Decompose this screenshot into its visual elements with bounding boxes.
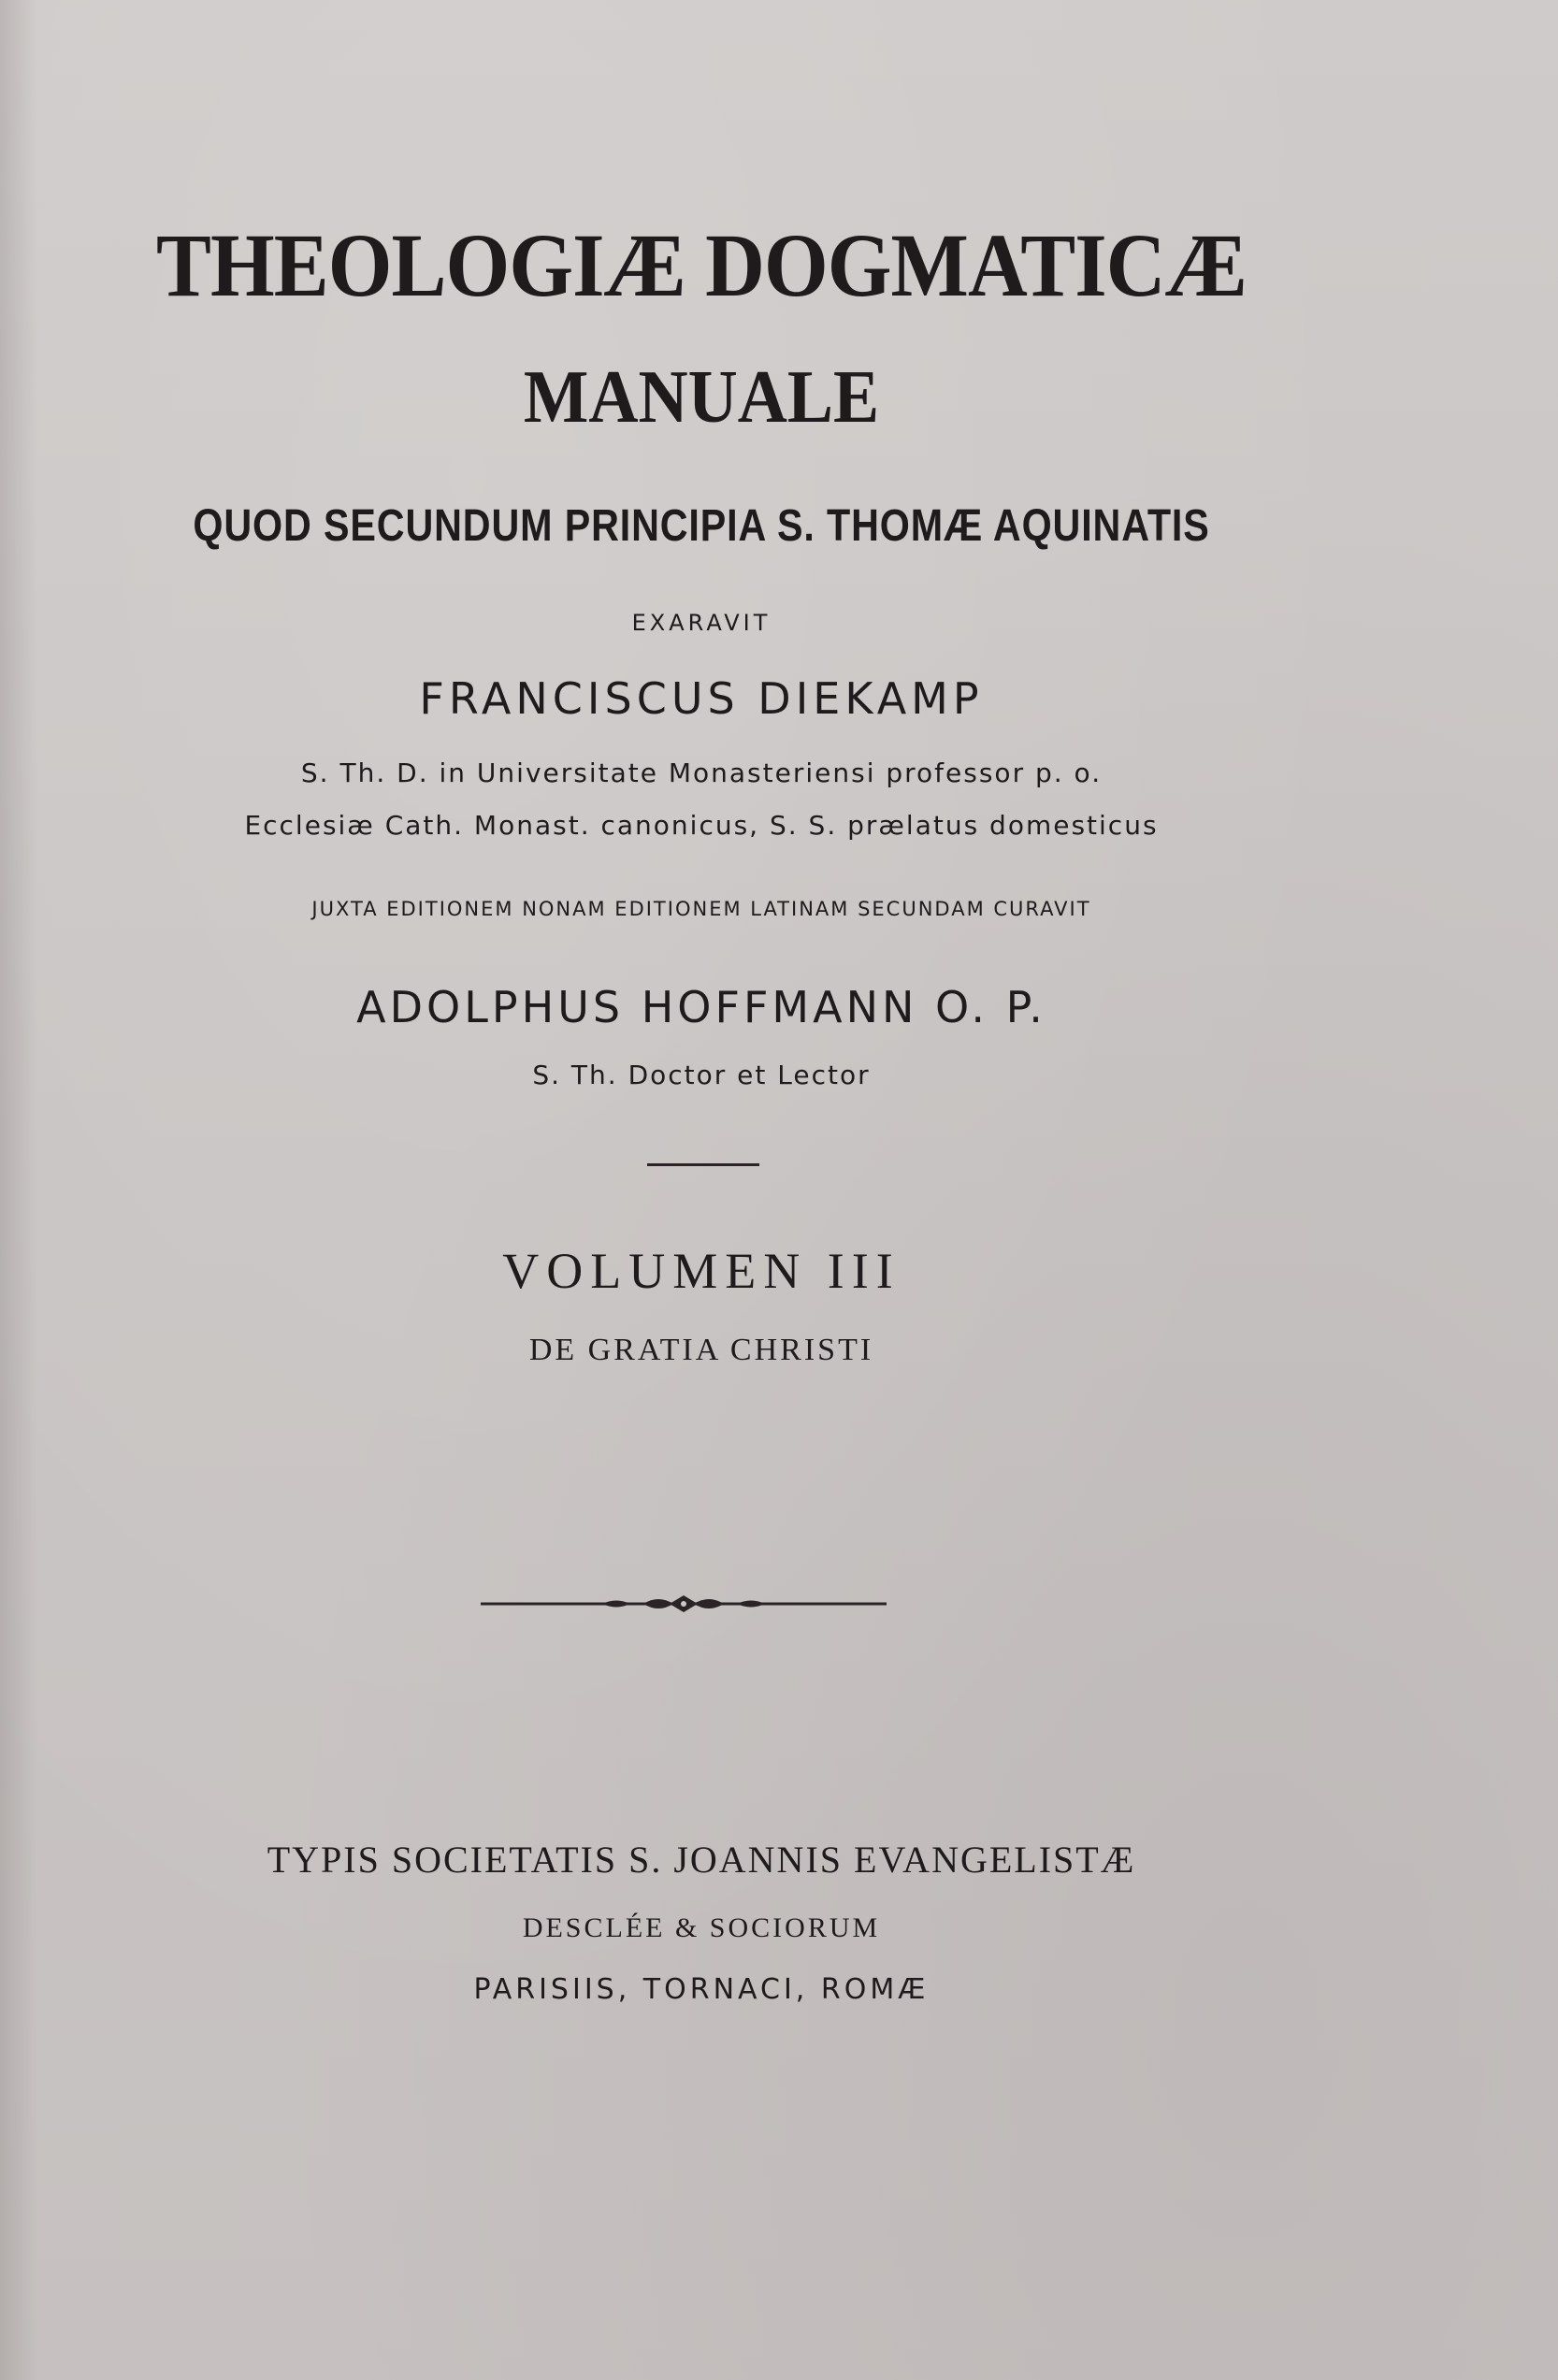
editor-title: S. Th. Doctor et Lector	[532, 1060, 871, 1090]
page-edge-shadow	[0, 0, 37, 2380]
divider-rule	[647, 1163, 759, 1166]
publisher-line-3: PARISIIS, TORNACI, ROMÆ	[473, 1973, 930, 2006]
publisher-line-1: TYPIS SOCIETATIS S. JOANNIS EVANGELISTÆ	[267, 1839, 1136, 1881]
book-title-line-1: THEOLOGIÆ DOGMATICÆ	[156, 215, 1247, 315]
author-name: FRANCISCUS DIEKAMP	[419, 673, 984, 724]
book-subtitle: QUOD SECUNDUM PRINCIPIA S. THOMÆ AQUINATIS	[193, 501, 1210, 551]
book-title-line-2: MANUALE	[523, 356, 880, 439]
publisher-line-2: DESCLÉE & SOCIORUM	[522, 1912, 881, 1943]
author-affiliation-1: S. Th. D. in Universitate Monasteriensi professor p. o.	[300, 757, 1103, 788]
edition-note: JUXTA EDITIONEM NONAM EDITIONEM LATINAM SECUNDAM CURAVIT	[311, 898, 1091, 920]
volume-subject: DE GRATIA CHRISTI	[528, 1333, 874, 1367]
volume-label: VOLUMEN III	[502, 1243, 901, 1299]
ornamental-rule	[481, 1590, 887, 1618]
editor-name: ADOLPHUS HOFFMANN O. P.	[356, 982, 1046, 1032]
author-affiliation-2: Ecclesiæ Cath. Monast. canonicus, S. S. prælatus domesticus	[244, 810, 1159, 841]
exaravit-label: EXARAVIT	[631, 610, 772, 636]
